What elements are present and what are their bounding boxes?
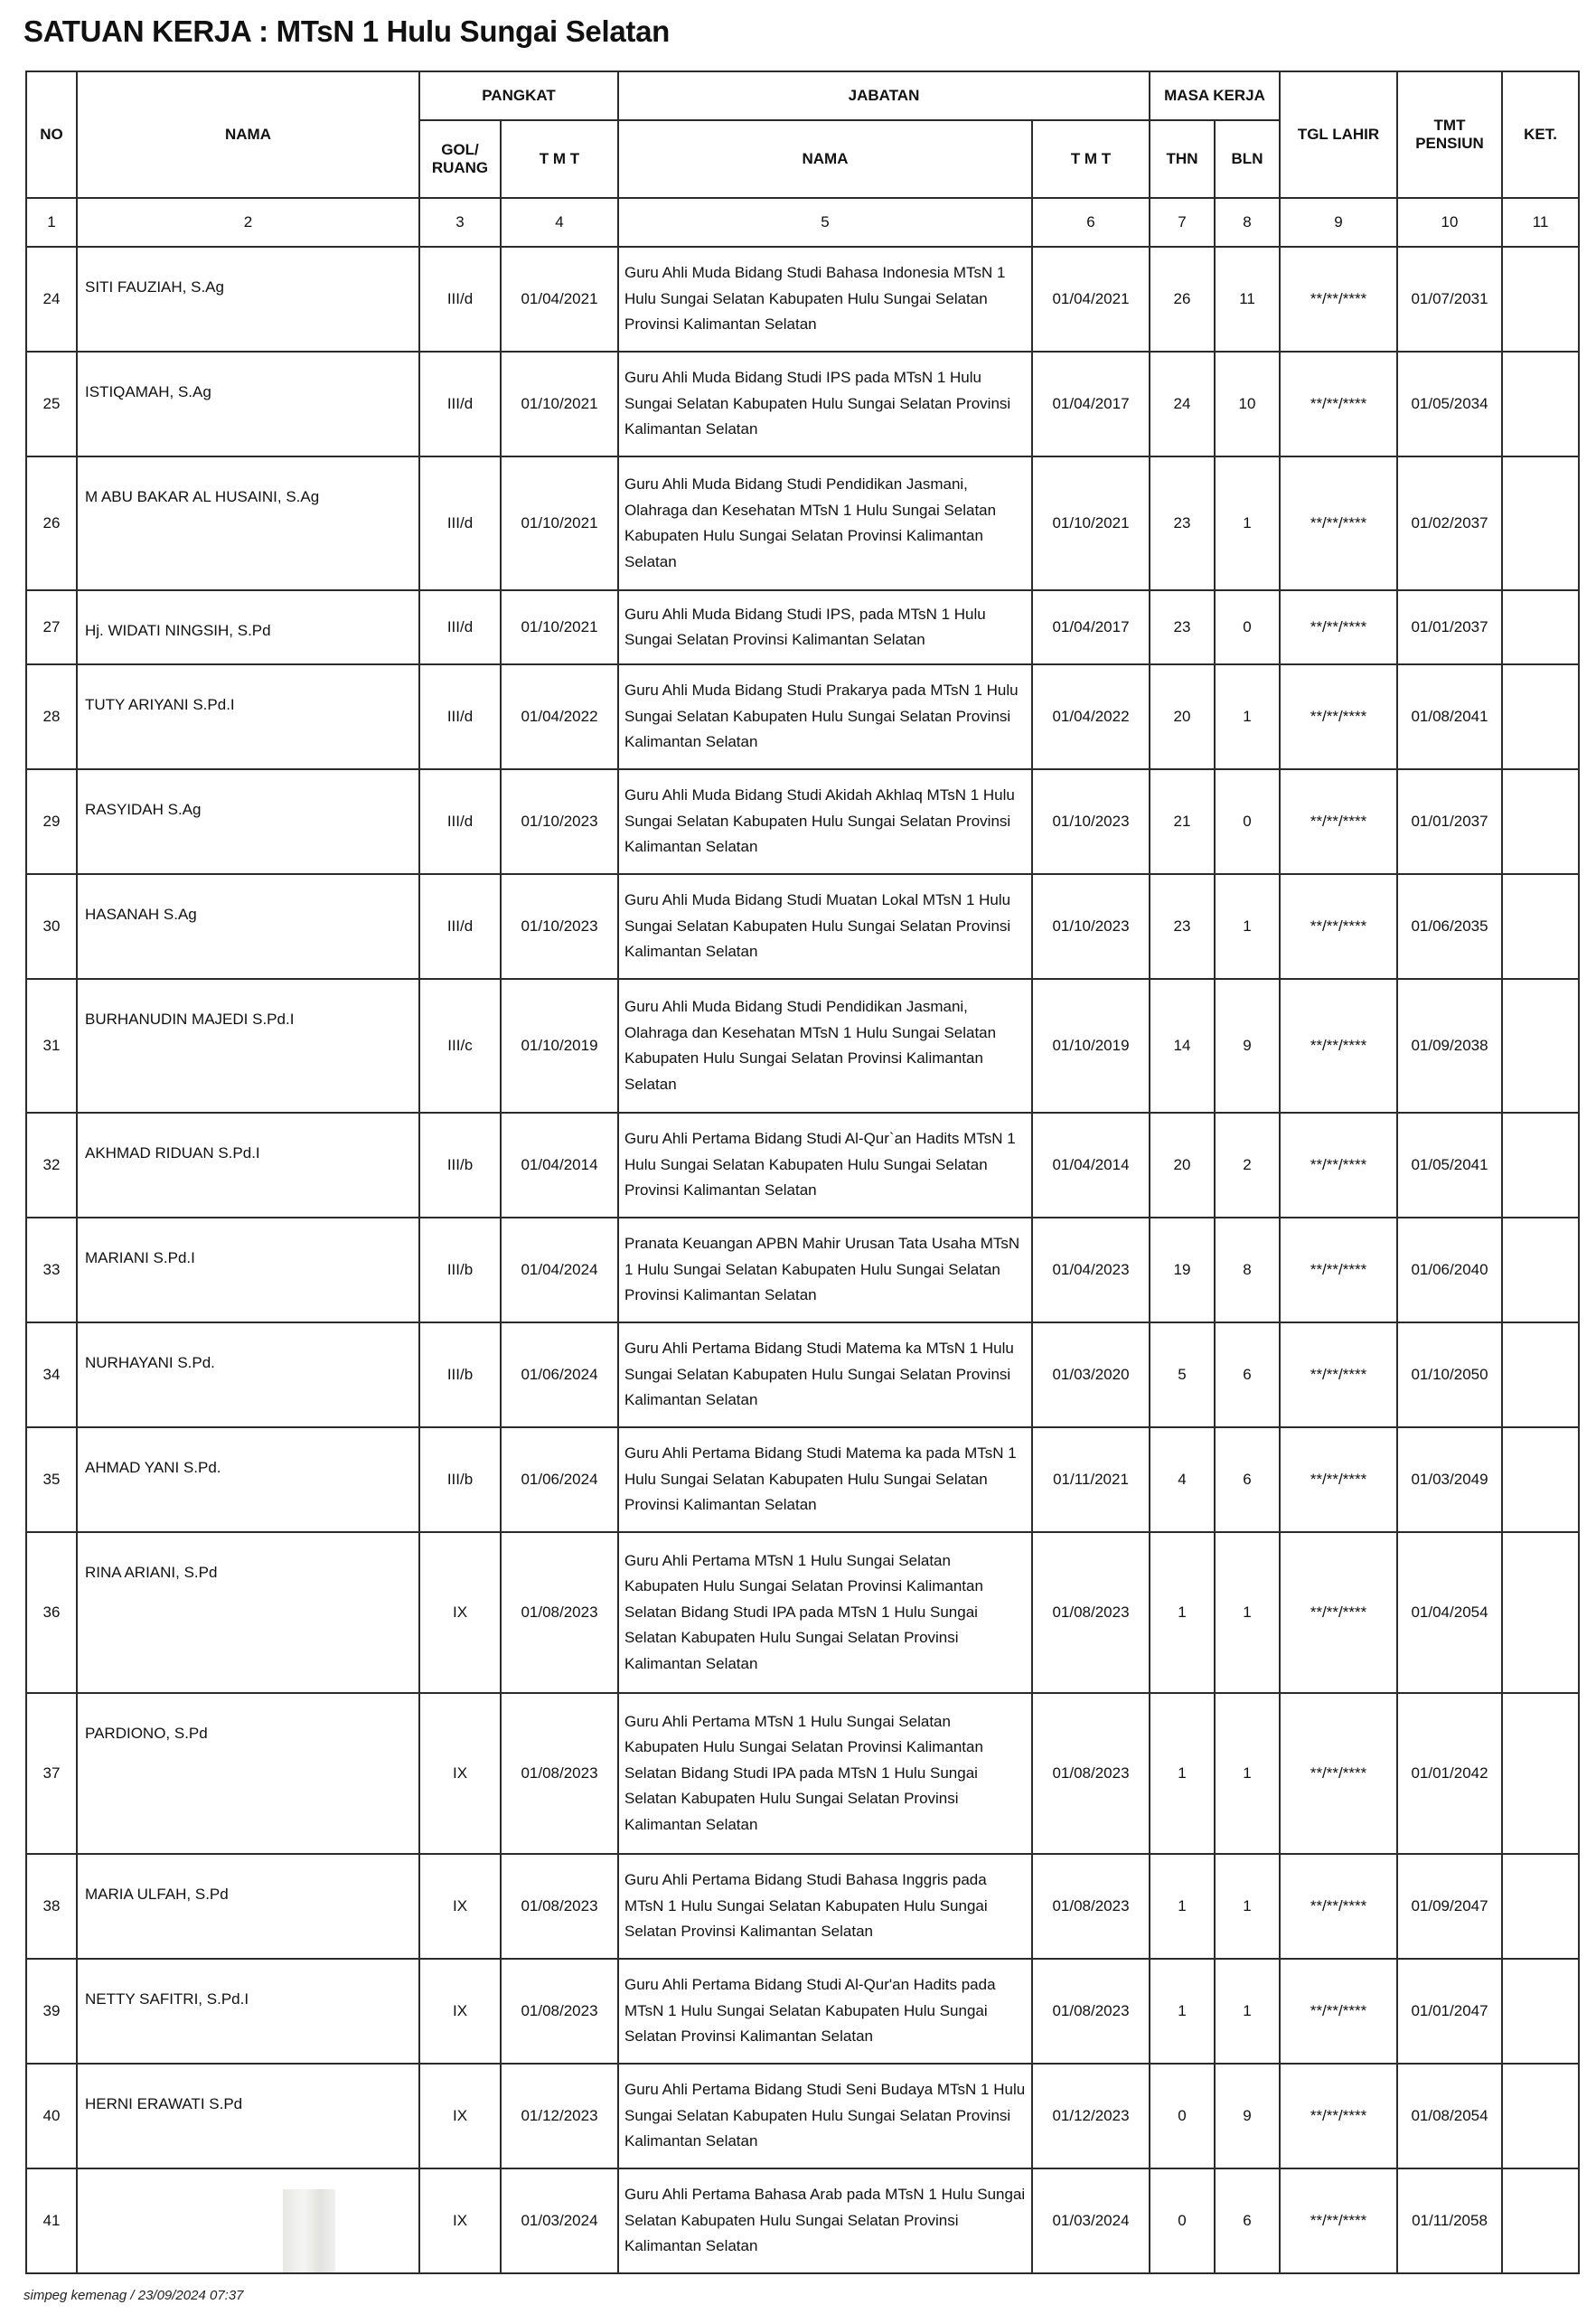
row-tgl-lahir: **/**/**** bbox=[1280, 456, 1397, 590]
row-gol-ruang: IX bbox=[419, 1854, 501, 1959]
row-bln: 2 bbox=[1215, 1113, 1280, 1218]
col-number: 11 bbox=[1502, 198, 1579, 247]
row-nama: AHMAD YANI S.Pd. bbox=[77, 1427, 419, 1532]
table-row bbox=[26, 1322, 1579, 1427]
row-tmt-pensiun: 01/02/2037 bbox=[1397, 456, 1502, 590]
row-bln: 9 bbox=[1215, 2064, 1280, 2168]
row-no: 33 bbox=[26, 1218, 77, 1322]
row-thn: 1 bbox=[1150, 1854, 1215, 1959]
header-ket: KET. bbox=[1502, 71, 1579, 198]
row-tgl-lahir: **/**/**** bbox=[1280, 590, 1397, 664]
table-row bbox=[26, 769, 1579, 874]
row-gol-ruang: III/d bbox=[419, 352, 501, 456]
row-bln: 6 bbox=[1215, 2168, 1280, 2273]
col-number: 2 bbox=[77, 198, 419, 247]
row-no: 27 bbox=[26, 590, 77, 664]
row-ket bbox=[1502, 1113, 1579, 1218]
row-tgl-lahir: **/**/**** bbox=[1280, 247, 1397, 352]
table-row bbox=[26, 664, 1579, 769]
row-pangkat-tmt: 01/04/2014 bbox=[501, 1113, 618, 1218]
row-bln: 0 bbox=[1215, 590, 1280, 664]
row-tgl-lahir: **/**/**** bbox=[1280, 1322, 1397, 1427]
row-ket bbox=[1502, 247, 1579, 352]
row-gol-ruang: III/b bbox=[419, 1218, 501, 1322]
row-bln: 9 bbox=[1215, 979, 1280, 1113]
row-jabatan-tmt: 01/08/2023 bbox=[1032, 1959, 1150, 2064]
header-jabatan-tmt: T M T bbox=[1032, 120, 1150, 198]
row-pangkat-tmt: 01/03/2024 bbox=[501, 2168, 618, 2273]
row-nama: BURHANUDIN MAJEDI S.Pd.I bbox=[77, 979, 419, 1113]
row-no: 29 bbox=[26, 769, 77, 874]
row-tmt-pensiun: 01/03/2049 bbox=[1397, 1427, 1502, 1532]
row-thn: 4 bbox=[1150, 1427, 1215, 1532]
row-jabatan-tmt: 01/10/2023 bbox=[1032, 769, 1150, 874]
row-jabatan: Guru Ahli Pertama Bidang Studi Bahasa Inggris pada MTsN 1 Hulu Sungai Selatan Kabupaten Hulu Sungai Selatan Provinsi Kalimantan Selatan bbox=[618, 1854, 1032, 1959]
col-number: 8 bbox=[1215, 198, 1280, 247]
row-thn: 23 bbox=[1150, 874, 1215, 979]
row-jabatan: Guru Ahli Muda Bidang Studi Muatan Lokal MTsN 1 Hulu Sungai Selatan Kabupaten Hulu Sungai Selatan Provinsi Kalimantan Selatan bbox=[618, 874, 1032, 979]
row-thn: 23 bbox=[1150, 590, 1215, 664]
row-nama: M ABU BAKAR AL HUSAINI, S.Ag bbox=[77, 456, 419, 590]
row-bln: 1 bbox=[1215, 664, 1280, 769]
row-jabatan-tmt: 01/03/2024 bbox=[1032, 2168, 1150, 2273]
row-bln: 0 bbox=[1215, 769, 1280, 874]
row-bln: 6 bbox=[1215, 1322, 1280, 1427]
row-jabatan: Pranata Keuangan APBN Mahir Urusan Tata Usaha MTsN 1 Hulu Sungai Selatan Kabupaten Hulu Sungai Selatan Provinsi Kalimantan Selatan bbox=[618, 1218, 1032, 1322]
staff-table bbox=[25, 71, 1580, 2274]
row-gol-ruang: IX bbox=[419, 2064, 501, 2168]
row-tmt-pensiun: 01/01/2037 bbox=[1397, 769, 1502, 874]
row-jabatan-tmt: 01/08/2023 bbox=[1032, 1693, 1150, 1854]
row-tmt-pensiun: 01/09/2038 bbox=[1397, 979, 1502, 1113]
row-tgl-lahir: **/**/**** bbox=[1280, 1218, 1397, 1322]
row-tgl-lahir: **/**/**** bbox=[1280, 352, 1397, 456]
row-nama bbox=[77, 2168, 419, 2273]
row-jabatan-tmt: 01/10/2021 bbox=[1032, 456, 1150, 590]
row-tmt-pensiun: 01/01/2037 bbox=[1397, 590, 1502, 664]
row-pangkat-tmt: 01/04/2022 bbox=[501, 664, 618, 769]
row-no: 40 bbox=[26, 2064, 77, 2168]
row-thn: 24 bbox=[1150, 352, 1215, 456]
row-tgl-lahir: **/**/**** bbox=[1280, 769, 1397, 874]
row-bln: 1 bbox=[1215, 1959, 1280, 2064]
row-nama: HASANAH S.Ag bbox=[77, 874, 419, 979]
row-bln: 11 bbox=[1215, 247, 1280, 352]
row-pangkat-tmt: 01/12/2023 bbox=[501, 2064, 618, 2168]
row-nama: RASYIDAH S.Ag bbox=[77, 769, 419, 874]
row-jabatan-tmt: 01/04/2017 bbox=[1032, 590, 1150, 664]
row-pangkat-tmt: 01/04/2024 bbox=[501, 1218, 618, 1322]
row-ket bbox=[1502, 1427, 1579, 1532]
row-gol-ruang: III/d bbox=[419, 769, 501, 874]
row-jabatan: Guru Ahli Pertama Bidang Studi Matema ka pada MTsN 1 Hulu Sungai Selatan Kabupaten Hulu Sungai Selatan Provinsi Kalimantan Selatan bbox=[618, 1427, 1032, 1532]
row-ket bbox=[1502, 352, 1579, 456]
row-tmt-pensiun: 01/06/2040 bbox=[1397, 1218, 1502, 1322]
col-number: 6 bbox=[1032, 198, 1150, 247]
row-nama: AKHMAD RIDUAN S.Pd.I bbox=[77, 1113, 419, 1218]
header-pangkat: PANGKAT bbox=[419, 71, 618, 120]
col-number: 3 bbox=[419, 198, 501, 247]
row-pangkat-tmt: 01/06/2024 bbox=[501, 1427, 618, 1532]
row-tgl-lahir: **/**/**** bbox=[1280, 1693, 1397, 1854]
row-no: 32 bbox=[26, 1113, 77, 1218]
row-gol-ruang: III/d bbox=[419, 456, 501, 590]
table-row bbox=[26, 456, 1579, 590]
row-jabatan: Guru Ahli Pertama Bahasa Arab pada MTsN 1 Hulu Sungai Selatan Kabupaten Hulu Sungai Selatan Provinsi Kalimantan Selatan bbox=[618, 2168, 1032, 2273]
row-ket bbox=[1502, 1959, 1579, 2064]
row-tmt-pensiun: 01/05/2041 bbox=[1397, 1113, 1502, 1218]
row-no: 24 bbox=[26, 247, 77, 352]
row-nama: NURHAYANI S.Pd. bbox=[77, 1322, 419, 1427]
row-no: 26 bbox=[26, 456, 77, 590]
row-bln: 1 bbox=[1215, 1532, 1280, 1693]
row-gol-ruang: IX bbox=[419, 1693, 501, 1854]
row-jabatan: Guru Ahli Pertama Bidang Studi Al-Qur`an Hadits MTsN 1 Hulu Sungai Selatan Kabupaten Hulu Sungai Selatan Provinsi Kalimantan Selatan bbox=[618, 1113, 1032, 1218]
row-pangkat-tmt: 01/10/2023 bbox=[501, 769, 618, 874]
row-no: 30 bbox=[26, 874, 77, 979]
row-bln: 1 bbox=[1215, 1693, 1280, 1854]
row-jabatan-tmt: 01/08/2023 bbox=[1032, 1854, 1150, 1959]
row-gol-ruang: III/d bbox=[419, 664, 501, 769]
row-tgl-lahir: **/**/**** bbox=[1280, 1113, 1397, 1218]
row-jabatan-tmt: 01/03/2020 bbox=[1032, 1322, 1150, 1427]
row-jabatan: Guru Ahli Pertama Bidang Studi Matema ka MTsN 1 Hulu Sungai Selatan Kabupaten Hulu Sungai Selatan Provinsi Kalimantan Selatan bbox=[618, 1322, 1032, 1427]
table-row bbox=[26, 1854, 1579, 1959]
col-number: 7 bbox=[1150, 198, 1215, 247]
row-gol-ruang: III/d bbox=[419, 247, 501, 352]
row-pangkat-tmt: 01/04/2021 bbox=[501, 247, 618, 352]
table-row bbox=[26, 1959, 1579, 2064]
row-no: 41 bbox=[26, 2168, 77, 2273]
row-tgl-lahir: **/**/**** bbox=[1280, 2064, 1397, 2168]
row-thn: 19 bbox=[1150, 1218, 1215, 1322]
row-nama: Hj. WIDATI NINGSIH, S.Pd bbox=[77, 590, 419, 664]
header-tgl-lahir: TGL LAHIR bbox=[1280, 71, 1397, 198]
row-pangkat-tmt: 01/10/2021 bbox=[501, 352, 618, 456]
col-number: 9 bbox=[1280, 198, 1397, 247]
row-gol-ruang: IX bbox=[419, 1532, 501, 1693]
row-jabatan: Guru Ahli Muda Bidang Studi IPS pada MTsN 1 Hulu Sungai Selatan Kabupaten Hulu Sungai Selatan Provinsi Kalimantan Selatan bbox=[618, 352, 1032, 456]
row-thn: 14 bbox=[1150, 979, 1215, 1113]
col-number: 1 bbox=[26, 198, 77, 247]
row-tmt-pensiun: 01/09/2047 bbox=[1397, 1854, 1502, 1959]
table-row bbox=[26, 2064, 1579, 2168]
row-jabatan: Guru Ahli Pertama Bidang Studi Seni Budaya MTsN 1 Hulu Sungai Selatan Kabupaten Hulu Sungai Selatan Provinsi Kalimantan Selatan bbox=[618, 2064, 1032, 2168]
row-thn: 26 bbox=[1150, 247, 1215, 352]
redacted-name-blur bbox=[283, 2189, 335, 2272]
row-pangkat-tmt: 01/08/2023 bbox=[501, 1532, 618, 1693]
table-row bbox=[26, 874, 1579, 979]
row-nama: MARIA ULFAH, S.Pd bbox=[77, 1854, 419, 1959]
row-ket bbox=[1502, 456, 1579, 590]
row-ket bbox=[1502, 1854, 1579, 1959]
row-jabatan-tmt: 01/04/2014 bbox=[1032, 1113, 1150, 1218]
row-no: 28 bbox=[26, 664, 77, 769]
row-tmt-pensiun: 01/01/2047 bbox=[1397, 1959, 1502, 2064]
row-no: 39 bbox=[26, 1959, 77, 2064]
row-jabatan-tmt: 01/04/2021 bbox=[1032, 247, 1150, 352]
row-ket bbox=[1502, 1322, 1579, 1427]
row-thn: 20 bbox=[1150, 1113, 1215, 1218]
row-jabatan: Guru Ahli Muda Bidang Studi Pendidikan Jasmani, Olahraga dan Kesehatan MTsN 1 Hulu Sungai Selatan Kabupaten Hulu Sungai Selatan Provinsi Kalimantan Selatan bbox=[618, 979, 1032, 1113]
row-nama: PARDIONO, S.Pd bbox=[77, 1693, 419, 1854]
row-no: 38 bbox=[26, 1854, 77, 1959]
row-no: 34 bbox=[26, 1322, 77, 1427]
row-no: 25 bbox=[26, 352, 77, 456]
row-no: 36 bbox=[26, 1532, 77, 1693]
row-tmt-pensiun: 01/07/2031 bbox=[1397, 247, 1502, 352]
row-bln: 1 bbox=[1215, 874, 1280, 979]
row-gol-ruang: IX bbox=[419, 2168, 501, 2273]
row-thn: 1 bbox=[1150, 1959, 1215, 2064]
row-jabatan-tmt: 01/10/2019 bbox=[1032, 979, 1150, 1113]
row-jabatan-tmt: 01/04/2022 bbox=[1032, 664, 1150, 769]
row-jabatan-tmt: 01/11/2021 bbox=[1032, 1427, 1150, 1532]
row-tmt-pensiun: 01/04/2054 bbox=[1397, 1532, 1502, 1693]
row-nama: HERNI ERAWATI S.Pd bbox=[77, 2064, 419, 2168]
row-gol-ruang: III/b bbox=[419, 1427, 501, 1532]
row-bln: 1 bbox=[1215, 456, 1280, 590]
header-tmt-pensiun: TMT PENSIUN bbox=[1397, 71, 1502, 198]
row-tgl-lahir: **/**/**** bbox=[1280, 1959, 1397, 2064]
row-pangkat-tmt: 01/08/2023 bbox=[501, 1959, 618, 2064]
table-row bbox=[26, 2168, 1579, 2273]
row-tmt-pensiun: 01/10/2050 bbox=[1397, 1322, 1502, 1427]
row-ket bbox=[1502, 664, 1579, 769]
table-row bbox=[26, 1113, 1579, 1218]
row-ket bbox=[1502, 2168, 1579, 2273]
table-row bbox=[26, 1532, 1579, 1693]
row-tgl-lahir: **/**/**** bbox=[1280, 1854, 1397, 1959]
row-jabatan: Guru Ahli Muda Bidang Studi Akidah Akhlaq MTsN 1 Hulu Sungai Selatan Kabupaten Hulu Sungai Selatan Provinsi Kalimantan Selatan bbox=[618, 769, 1032, 874]
row-ket bbox=[1502, 590, 1579, 664]
header-no: NO bbox=[26, 71, 77, 198]
header-jabatan-nama: NAMA bbox=[618, 120, 1032, 198]
row-thn: 1 bbox=[1150, 1693, 1215, 1854]
row-bln: 6 bbox=[1215, 1427, 1280, 1532]
row-gol-ruang: IX bbox=[419, 1959, 501, 2064]
row-thn: 0 bbox=[1150, 2168, 1215, 2273]
row-jabatan-tmt: 01/08/2023 bbox=[1032, 1532, 1150, 1693]
row-ket bbox=[1502, 769, 1579, 874]
row-nama: MARIANI S.Pd.I bbox=[77, 1218, 419, 1322]
row-thn: 1 bbox=[1150, 1532, 1215, 1693]
row-tmt-pensiun: 01/06/2035 bbox=[1397, 874, 1502, 979]
row-gol-ruang: III/d bbox=[419, 874, 501, 979]
table-row bbox=[26, 590, 1579, 664]
row-ket bbox=[1502, 979, 1579, 1113]
row-pangkat-tmt: 01/10/2021 bbox=[501, 456, 618, 590]
row-jabatan: Guru Ahli Pertama MTsN 1 Hulu Sungai Selatan Kabupaten Hulu Sungai Selatan Provinsi Kalimantan Selatan Bidang Studi IPA pada MTsN 1 Hulu Sungai Selatan Kabupaten Hulu Sungai Selatan Provinsi Kalimantan Selatan bbox=[618, 1693, 1032, 1854]
table-body bbox=[26, 247, 1579, 2273]
header-jabatan: JABATAN bbox=[618, 71, 1150, 120]
row-bln: 1 bbox=[1215, 1854, 1280, 1959]
col-number: 5 bbox=[618, 198, 1032, 247]
row-thn: 20 bbox=[1150, 664, 1215, 769]
row-jabatan: Guru Ahli Muda Bidang Studi Prakarya pada MTsN 1 Hulu Sungai Selatan Kabupaten Hulu Sungai Selatan Provinsi Kalimantan Selatan bbox=[618, 664, 1032, 769]
row-ket bbox=[1502, 1532, 1579, 1693]
col-number: 10 bbox=[1397, 198, 1502, 247]
row-pangkat-tmt: 01/06/2024 bbox=[501, 1322, 618, 1427]
row-tmt-pensiun: 01/11/2058 bbox=[1397, 2168, 1502, 2273]
row-gol-ruang: III/d bbox=[419, 590, 501, 664]
header-bln: BLN bbox=[1215, 120, 1280, 198]
page-title: SATUAN KERJA : MTsN 1 Hulu Sungai Selatan bbox=[23, 14, 670, 48]
col-number: 4 bbox=[501, 198, 618, 247]
table-row bbox=[26, 247, 1579, 352]
row-tgl-lahir: **/**/**** bbox=[1280, 2168, 1397, 2273]
row-pangkat-tmt: 01/08/2023 bbox=[501, 1693, 618, 1854]
row-tgl-lahir: **/**/**** bbox=[1280, 1532, 1397, 1693]
row-jabatan: Guru Ahli Pertama Bidang Studi Al-Qur'an Hadits pada MTsN 1 Hulu Sungai Selatan Kabupaten Hulu Sungai Selatan Provinsi Kalimantan Selatan bbox=[618, 1959, 1032, 2064]
row-tmt-pensiun: 01/08/2041 bbox=[1397, 664, 1502, 769]
row-pangkat-tmt: 01/10/2023 bbox=[501, 874, 618, 979]
row-gol-ruang: III/b bbox=[419, 1113, 501, 1218]
table-row bbox=[26, 1693, 1579, 1854]
header-masa-kerja: MASA KERJA bbox=[1150, 71, 1280, 120]
row-tgl-lahir: **/**/**** bbox=[1280, 1427, 1397, 1532]
row-bln: 8 bbox=[1215, 1218, 1280, 1322]
row-nama: RINA ARIANI, S.Pd bbox=[77, 1532, 419, 1693]
row-pangkat-tmt: 01/10/2019 bbox=[501, 979, 618, 1113]
row-thn: 21 bbox=[1150, 769, 1215, 874]
row-jabatan: Guru Ahli Muda Bidang Studi IPS, pada MTsN 1 Hulu Sungai Selatan Provinsi Kalimantan Selatan bbox=[618, 590, 1032, 664]
row-tmt-pensiun: 01/08/2054 bbox=[1397, 2064, 1502, 2168]
row-jabatan: Guru Ahli Muda Bidang Studi Bahasa Indonesia MTsN 1 Hulu Sungai Selatan Kabupaten Hulu Sungai Selatan Provinsi Kalimantan Selatan bbox=[618, 247, 1032, 352]
row-jabatan: Guru Ahli Pertama MTsN 1 Hulu Sungai Selatan Kabupaten Hulu Sungai Selatan Provinsi Kalimantan Selatan Bidang Studi IPA pada MTsN 1 Hulu Sungai Selatan Kabupaten Hulu Sungai Selatan Provinsi Kalimantan Selatan bbox=[618, 1532, 1032, 1693]
row-tgl-lahir: **/**/**** bbox=[1280, 664, 1397, 769]
row-nama: ISTIQAMAH, S.Ag bbox=[77, 352, 419, 456]
row-no: 35 bbox=[26, 1427, 77, 1532]
header-nama: NAMA bbox=[77, 71, 419, 198]
row-pangkat-tmt: 01/10/2021 bbox=[501, 590, 618, 664]
row-thn: 5 bbox=[1150, 1322, 1215, 1427]
row-nama: SITI FAUZIAH, S.Ag bbox=[77, 247, 419, 352]
row-no: 31 bbox=[26, 979, 77, 1113]
row-tgl-lahir: **/**/**** bbox=[1280, 979, 1397, 1113]
row-jabatan-tmt: 01/04/2017 bbox=[1032, 352, 1150, 456]
row-nama: NETTY SAFITRI, S.Pd.I bbox=[77, 1959, 419, 2064]
footer-stamp: simpeg kemenag / 23/09/2024 07:37 bbox=[23, 2288, 244, 2303]
row-no: 37 bbox=[26, 1693, 77, 1854]
row-jabatan-tmt: 01/12/2023 bbox=[1032, 2064, 1150, 2168]
table-row bbox=[26, 352, 1579, 456]
table-row bbox=[26, 1427, 1579, 1532]
row-gol-ruang: III/c bbox=[419, 979, 501, 1113]
row-pangkat-tmt: 01/08/2023 bbox=[501, 1854, 618, 1959]
row-tgl-lahir: **/**/**** bbox=[1280, 874, 1397, 979]
header-pangkat-tmt: T M T bbox=[501, 120, 618, 198]
row-jabatan-tmt: 01/10/2023 bbox=[1032, 874, 1150, 979]
row-jabatan: Guru Ahli Muda Bidang Studi Pendidikan Jasmani, Olahraga dan Kesehatan MTsN 1 Hulu Sungai Selatan Kabupaten Hulu Sungai Selatan Provinsi Kalimantan Selatan bbox=[618, 456, 1032, 590]
row-jabatan-tmt: 01/04/2023 bbox=[1032, 1218, 1150, 1322]
row-thn: 23 bbox=[1150, 456, 1215, 590]
table-row bbox=[26, 979, 1579, 1113]
row-thn: 0 bbox=[1150, 2064, 1215, 2168]
row-ket bbox=[1502, 1218, 1579, 1322]
row-ket bbox=[1502, 1693, 1579, 1854]
row-bln: 10 bbox=[1215, 352, 1280, 456]
header-gol-ruang: GOL/ RUANG bbox=[419, 120, 501, 198]
table-row bbox=[26, 1218, 1579, 1322]
row-tmt-pensiun: 01/05/2034 bbox=[1397, 352, 1502, 456]
row-ket bbox=[1502, 874, 1579, 979]
row-nama: TUTY ARIYANI S.Pd.I bbox=[77, 664, 419, 769]
row-ket bbox=[1502, 2064, 1579, 2168]
row-tmt-pensiun: 01/01/2042 bbox=[1397, 1693, 1502, 1854]
header-thn: THN bbox=[1150, 120, 1215, 198]
row-gol-ruang: III/b bbox=[419, 1322, 501, 1427]
